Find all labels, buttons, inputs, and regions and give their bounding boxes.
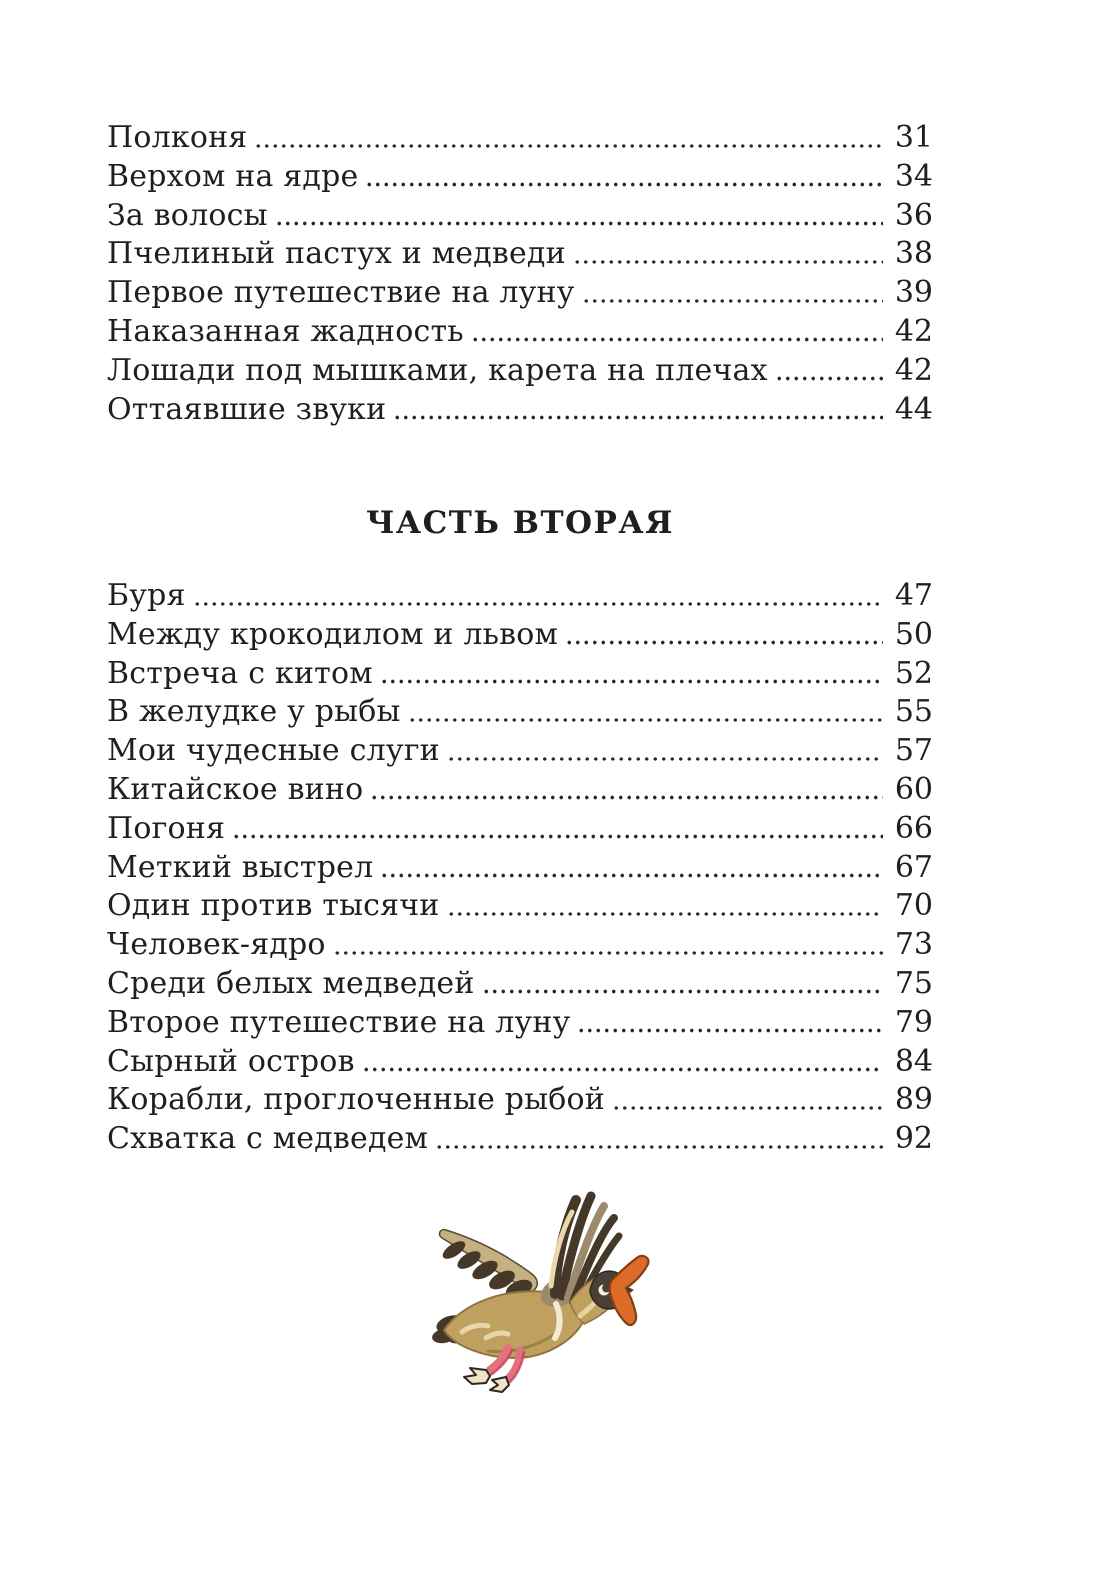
toc-page-number: 38 [894,236,933,272]
toc-entry-title: Китайское вино [107,771,364,807]
toc-leader-dots [393,402,883,422]
toc-page-number: 75 [894,965,933,1001]
toc-page-number: 44 [894,391,933,427]
toc-entry-row [107,1004,933,1043]
toc-entry-row [107,732,933,771]
toc-leader-dots [275,208,883,228]
toc-entry-title: Мои чудесные слуги [107,733,440,769]
toc-entry-title: Лошади под мышками, карета на плечах [107,352,768,388]
toc-leader-dots [408,704,883,724]
toc-entry-row [107,352,933,391]
toc-page-number: 79 [894,1004,933,1040]
toc-entry-title: Схватка с медведем [107,1121,429,1157]
toc-leader-dots [365,169,883,189]
toc-leader-dots [775,363,883,383]
toc-entry-title: Погоня [107,810,226,846]
duck-foot-back [490,1377,509,1392]
toc-entry-row [107,926,933,965]
toc-leader-dots [471,324,883,344]
toc-entry-row [107,313,933,352]
toc-page-number: 55 [894,694,933,730]
toc-page-number: 67 [894,849,933,885]
toc-entry-row [107,1120,933,1159]
toc-entry-row [107,235,933,274]
toc-entry-row [107,849,933,888]
toc-page-number: 36 [894,197,933,233]
toc-leader-dots [362,1054,883,1074]
toc-page-number: 42 [894,352,933,388]
toc-entry-title: Второе путешествие на луну [107,1004,571,1040]
toc-page-number: 60 [894,771,933,807]
toc-page-number: 31 [894,120,933,155]
toc-leader-dots [232,821,883,841]
flying-duck-illustration [428,1186,660,1398]
toc-list-part1 [107,119,933,429]
toc-entry-row [107,391,933,430]
toc-entry-title: Наказанная жадность [107,313,464,349]
toc-entry-row [107,771,933,810]
toc-leader-dots [447,743,883,763]
toc-entry-title: Полконя [107,120,248,155]
toc-leader-dots [482,976,883,996]
toc-page-number: 57 [894,733,933,769]
toc-leader-dots [577,1015,883,1035]
toc-entry-title: Один против тысячи [107,888,440,924]
toc-entry-title: Меткий выстрел [107,849,374,885]
toc-entry-title: За волосы [107,197,268,233]
toc-page-number: 52 [894,655,933,691]
toc-entry-title: Буря [107,578,186,613]
toc-page-number: 89 [894,1082,933,1118]
toc-page-number: 70 [894,888,933,924]
toc-entry-title: Между крокодилом и львом [107,616,559,652]
toc-leader-dots [582,285,883,305]
toc-page-number: 84 [894,1043,933,1079]
toc-entry-title: Оттаявшие звуки [107,391,387,427]
toc-entry-row [107,197,933,236]
toc-entry-row [107,616,933,655]
toc-leader-dots [435,1131,883,1151]
toc-page-number: 73 [894,927,933,963]
toc-leader-dots [380,860,883,880]
toc-leader-dots [573,246,883,266]
toc-entry-title: Встреча с китом [107,655,373,691]
toc-leader-dots [333,937,883,957]
toc-entry-row [107,693,933,732]
toc-page-number: 42 [894,313,933,349]
part-two-heading: ЧАСТЬ ВТОРАЯ [366,505,674,541]
toc-entry-title: Среди белых медведей [107,965,475,1001]
toc-entry-row [107,1081,933,1120]
toc-page-number: 66 [894,810,933,846]
toc-page-number: 39 [894,275,933,311]
toc-entry-title: Первое путешествие на луну [107,275,575,311]
toc-leader-dots [193,588,883,608]
toc-entry-row [107,158,933,197]
toc-leader-dots [612,1092,883,1112]
duck-foot-front [464,1368,490,1384]
toc-leader-dots [565,627,883,647]
toc-page-number: 92 [894,1121,933,1157]
toc-page-number: 34 [894,158,933,194]
toc-entry-row [107,1043,933,1082]
toc-leader-dots [380,666,883,686]
toc-leader-dots [447,898,883,918]
toc-list-part2 [107,577,933,1159]
toc-page-number: 47 [894,578,933,613]
toc-entry-row [107,577,933,616]
toc-entry-row [107,965,933,1004]
toc-entry-title: Пчелиный пастух и медведи [107,236,566,272]
toc-leader-dots [254,130,883,150]
toc-entry-row [107,655,933,694]
toc-leader-dots [370,782,883,802]
toc-entry-row [107,887,933,926]
toc-entry-row [107,810,933,849]
toc-entry-title: Сырный остров [107,1043,355,1079]
toc-entry-title: Верхом на ядре [107,158,359,194]
toc-entry-title: Человек-ядро [107,927,326,963]
toc-entry-row [107,119,933,158]
toc-page-number: 50 [894,616,933,652]
toc-entry-title: В желудке у рыбы [107,694,401,730]
toc-entry-title: Корабли, проглоченные рыбой [107,1082,605,1118]
toc-entry-row [107,274,933,313]
